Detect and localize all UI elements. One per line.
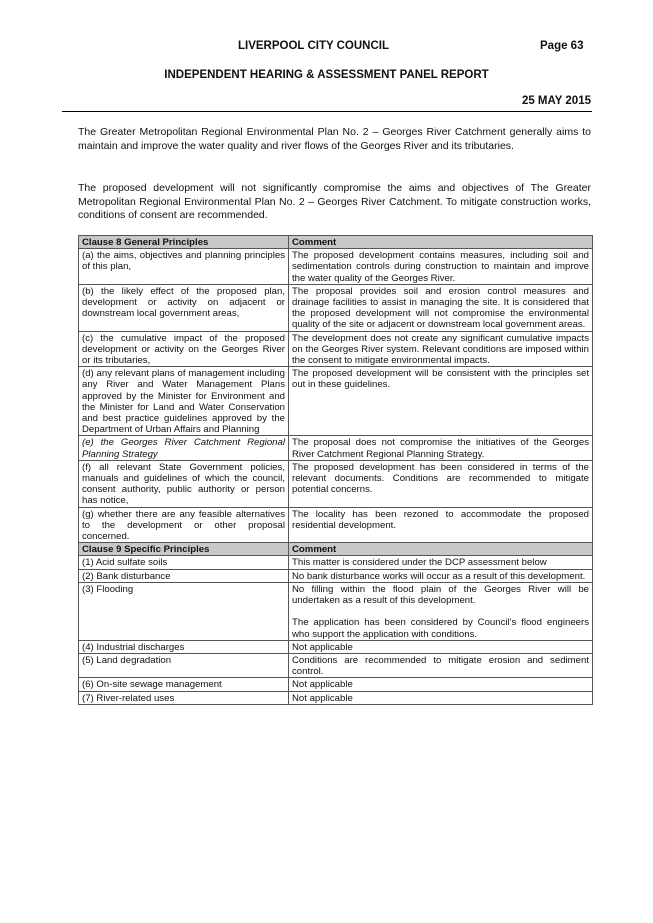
assessment-paragraph: The proposed development will not significantly compromise the aims and objectives of The Greater Metropolitan Regional Environmental Plan No. 2 – Georges River Catchment. To mitigate construction works, conditions of consent are recommended. — [78, 182, 591, 221]
principle-cell: (4) Industrial discharges — [79, 640, 289, 653]
page-number: Page 63 — [540, 40, 584, 52]
table-row — [79, 691, 593, 704]
intro-paragraph: The Greater Metropolitan Regional Environmental Plan No. 2 – Georges River Catchment generally aims to maintain and improve the water quality and river flows of the Georges River and its tributaries. — [78, 126, 591, 152]
principle-cell: (6) On-site sewage management — [79, 678, 289, 691]
comment-cell: The proposal does not compromise the initiatives of the Georges River Catchment Regional Planning Strategy. — [289, 436, 593, 460]
comment-cell: The proposal provides soil and erosion control measures and drainage facilities to assist in managing the site. It is considered that the proposed development will not compromise the environmental quality of the site or adjacent or downstream local government areas. — [289, 284, 593, 331]
comment-cell: This matter is considered under the DCP assessment below — [289, 556, 593, 569]
header-cell: Clause 8 General Principles — [79, 236, 289, 249]
table-row — [79, 582, 593, 640]
report-title: INDEPENDENT HEARING & ASSESSMENT PANEL REPORT — [164, 69, 489, 81]
principle-cell: (3) Flooding — [79, 582, 289, 640]
comment-cell: Not applicable — [289, 691, 593, 704]
principle-cell: (g) whether there are any feasible alternatives to the development or other proposal concerned. — [79, 507, 289, 543]
comment-cell: The proposed development has been considered in terms of the relevant documents. Conditions are recommended to mitigate potential concerns. — [289, 460, 593, 507]
principle-cell: (1) Acid sulfate soils — [79, 556, 289, 569]
principle-cell: (7) River-related uses — [79, 691, 289, 704]
table-row — [79, 331, 593, 367]
table-row — [79, 640, 593, 653]
header-divider — [62, 111, 592, 112]
principle-cell: (2) Bank disturbance — [79, 569, 289, 582]
table-row — [79, 249, 593, 285]
header-cell: Comment — [289, 236, 593, 249]
comment-cell: Conditions are recommended to mitigate erosion and sediment control. — [289, 653, 593, 677]
report-date: 25 MAY 2015 — [521, 95, 591, 107]
table-header-row — [79, 543, 593, 556]
comment-cell — [289, 582, 593, 640]
comment-cell: The locality has been rezoned to accommodate the proposed residential development. — [289, 507, 593, 543]
council-name: LIVERPOOL CITY COUNCIL — [238, 40, 390, 52]
principle-cell: (d) any relevant plans of management including any River and Water Management Plans approved by the Minister for Environment and the Minister for Land and Water Conservation and best practice guidelines approved by the Department of Urban Affairs and Planning — [79, 367, 289, 436]
table-row — [79, 653, 593, 677]
principle-cell: (a) the aims, objectives and planning principles of this plan, — [79, 249, 289, 285]
table-header-row — [79, 236, 593, 249]
principles-table — [78, 235, 593, 705]
table-row — [79, 460, 593, 507]
principle-cell: (b) the likely effect of the proposed plan, development or activity on adjacent or downstream local government areas, — [79, 284, 289, 331]
principle-cell: (5) Land degradation — [79, 653, 289, 677]
table-row — [79, 556, 593, 569]
principle-cell: (f) all relevant State Government policies, manuals and guidelines of which the council, consent authority, public authority or person has notice, — [79, 460, 289, 507]
comment-cell: Not applicable — [289, 640, 593, 653]
flooding-comment: No filling within the flood plain of the Georges River will be undertaken as a result of this development. — [292, 583, 589, 607]
comment-cell: No bank disturbance works will occur as a result of this development. — [289, 569, 593, 582]
table-row — [79, 284, 593, 331]
comment-cell: The proposed development will be consistent with the principles set out in these guidelines. — [289, 367, 593, 436]
flooding-comment-extra: The application has been considered by Council's flood engineers who support the application with conditions. — [292, 617, 589, 640]
table-row — [79, 507, 593, 543]
table-row — [79, 569, 593, 582]
table-row — [79, 678, 593, 691]
comment-cell: Not applicable — [289, 678, 593, 691]
principle-cell: (e) the Georges River Catchment Regional Planning Strategy — [79, 436, 289, 460]
comment-cell: The proposed development contains measures, including soil and sedimentation controls during construction to maintain and improve the water quality of the Georges River. — [289, 249, 593, 285]
header-cell: Clause 9 Specific Principles — [79, 543, 289, 556]
header-cell: Comment — [289, 543, 593, 556]
table-row — [79, 367, 593, 436]
principle-cell: (c) the cumulative impact of the proposed development or activity on the Georges River or its tributaries, — [79, 331, 289, 367]
comment-cell: The development does not create any significant cumulative impacts on the Georges River system. Relevant conditions are imposed within the consent to mitigate environmental impacts. — [289, 331, 593, 367]
table-row — [79, 436, 593, 460]
